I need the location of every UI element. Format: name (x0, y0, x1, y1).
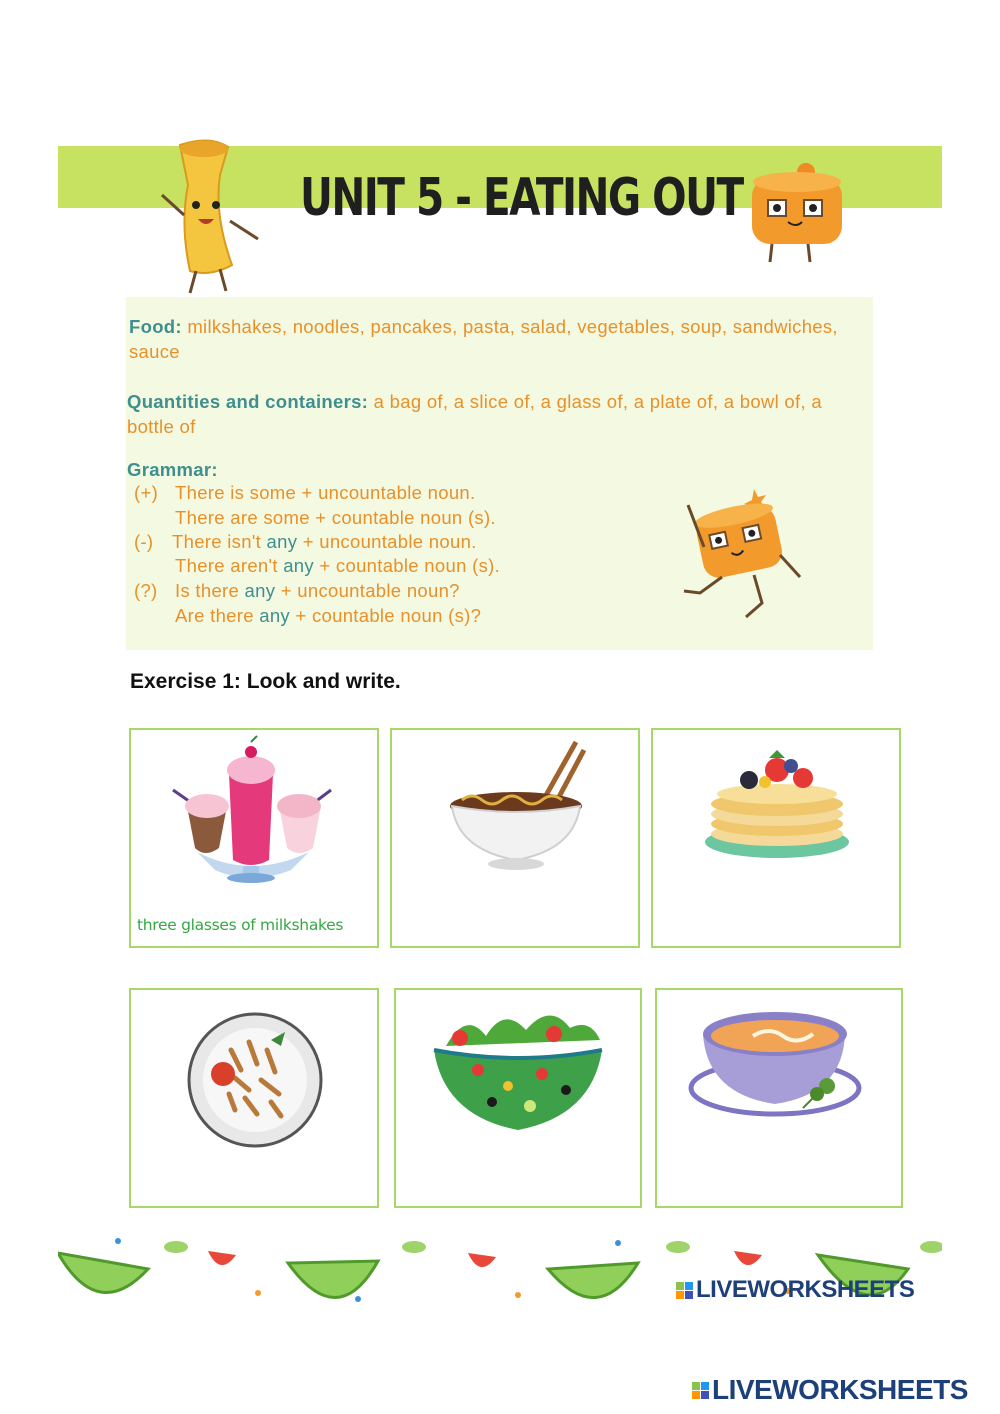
grammar-text: + countable noun (s). (313, 555, 501, 576)
exercise-card-salad[interactable] (394, 988, 642, 1208)
grammar-text: There are some + (175, 507, 332, 528)
pasta-mascot-icon (150, 135, 270, 295)
exercise-card-soup[interactable] (655, 988, 903, 1208)
salad-bowl-icon (396, 990, 640, 1206)
liveworksheets-logo-bottom (692, 1374, 968, 1406)
exercise-card-pancakes[interactable] (651, 728, 901, 948)
exercise-card-noodles[interactable] (390, 728, 640, 948)
grammar-line (134, 482, 475, 504)
noodles-bowl-icon (392, 730, 638, 946)
grammar-text: uncountable noun. (318, 482, 476, 503)
grammar-sign: (?) (134, 580, 158, 601)
cake-mascot-icon (742, 158, 852, 268)
grammar-line (134, 531, 477, 553)
dancing-cake-mascot-icon (670, 485, 810, 630)
grammar-line (134, 580, 460, 602)
grammar-text: any (259, 605, 290, 626)
grammar-text: + uncountable noun? (275, 580, 460, 601)
grammar-text: any (244, 580, 276, 601)
logo-text: LIVEWORKSHEETS (696, 1276, 915, 1303)
pasta-plate-icon (131, 990, 377, 1206)
grammar-text: Is there (175, 580, 245, 601)
grammar-text: countable noun (s). (331, 507, 496, 528)
grammar-text: + countable noun (s)? (289, 605, 482, 626)
grammar-text: any (283, 555, 314, 576)
quantities-section (127, 389, 867, 439)
grammar-text: Are there (175, 605, 260, 626)
grammar-text: any (266, 531, 298, 552)
grammar-text: There aren't (175, 555, 284, 576)
quantities-items: a bag of, a slice of, a glass of, a plate of, a bowl of, a bottle of (127, 391, 822, 437)
food-label: Food: (129, 316, 182, 337)
card-answer[interactable]: three glasses of milkshakes (137, 916, 344, 934)
milkshakes-icon (131, 730, 377, 946)
exercise-card-milkshakes[interactable] (129, 728, 379, 948)
grammar-sign: (-) (134, 531, 154, 552)
grammar-line (134, 605, 481, 627)
page-title: UNIT 5 - EATING OUT (300, 168, 743, 228)
soup-bowl-icon (657, 990, 901, 1206)
logo-blocks-icon (676, 1282, 693, 1299)
liveworksheets-logo (676, 1276, 914, 1304)
quantities-label: Quantities and containers: (127, 391, 369, 412)
food-items: milkshakes, noodles, pancakes, pasta, salad, vegetables, soup, sandwiches, sauce (129, 316, 838, 362)
food-section (129, 314, 864, 364)
exercise-card-pasta[interactable] (129, 988, 379, 1208)
logo-blocks-icon (692, 1382, 709, 1399)
logo-text: LIVEWORKSHEETS (712, 1374, 968, 1405)
grammar-text: + uncountable noun. (297, 531, 477, 552)
grammar-text: There is some + (175, 482, 319, 503)
grammar-line (134, 507, 496, 529)
exercise-title: Exercise 1: Look and write. (130, 670, 401, 693)
grammar-text: There isn't (172, 531, 267, 552)
grammar-sign: (+) (134, 482, 159, 503)
grammar-label: Grammar: (127, 459, 218, 480)
grammar-line (134, 555, 500, 577)
pancakes-icon (653, 730, 899, 946)
